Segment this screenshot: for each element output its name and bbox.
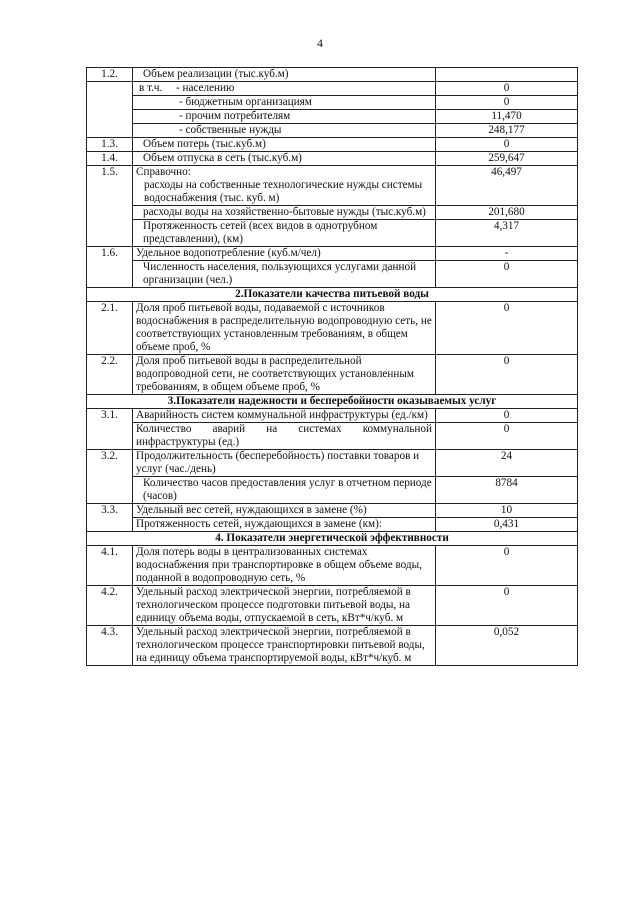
row-name: [133, 166, 436, 206]
row-name: Количество аварий на системах коммунальной инфраструктуры (ед.): [133, 423, 436, 450]
row-name: Протяженность сетей (всех видов в однотрубном представлении), (км): [133, 220, 436, 247]
table-row: [87, 96, 578, 110]
table-row: [87, 261, 578, 288]
table-row: [87, 504, 578, 518]
row-value: -: [436, 247, 578, 261]
row-number: 1.3.: [87, 138, 133, 152]
row-number: 1.6.: [87, 247, 133, 288]
row-name: Удельный вес сетей, нуждающихся в замене (%): [133, 504, 436, 518]
table-row: [87, 138, 578, 152]
row-number: 3.1.: [87, 409, 133, 450]
row-value: 0: [436, 355, 578, 395]
row-name: - прочим потребителям: [133, 110, 436, 124]
row-name: расходы воды на хозяйственно-бытовые нужды (тыс.куб.м): [133, 206, 436, 220]
row-name-prefix: в т.ч.: [139, 82, 163, 94]
table-row: [87, 626, 578, 666]
row-value: 0: [436, 586, 578, 626]
row-name: Доля проб питьевой воды, подаваемой с источников водоснабжения в распределительную водопроводную сеть, не соответствующих установленным требованиям, в общем объеме проб, %: [133, 302, 436, 355]
row-number: 4.3.: [87, 626, 133, 666]
section-title: 2.Показатели качества питьевой воды: [87, 288, 578, 302]
row-value: 11,470: [436, 110, 578, 124]
table-row: [87, 110, 578, 124]
row-name: Количество часов предоставления услуг в отчетном периоде (часов): [133, 477, 436, 504]
section-header: [87, 288, 578, 302]
table-row: [87, 409, 578, 423]
indicators-table: [86, 67, 578, 666]
row-number: 3.3.: [87, 504, 133, 532]
table-row: [87, 302, 578, 355]
row-value: 0: [436, 82, 578, 96]
row-value: 0: [436, 423, 578, 450]
row-value: 0,431: [436, 518, 578, 532]
row-name: Удельный расход электрической энергии, потребляемой в технологическом процессе подготовки питьевой воды, на единицу объема воды, отпускаемой в сеть, кВт*ч/куб. м: [133, 586, 436, 626]
table-row: [87, 518, 578, 532]
row-name: Удельное водопотребление (куб.м/чел): [133, 247, 436, 261]
row-value: 0: [436, 138, 578, 152]
row-name: Аварийность систем коммунальной инфраструктуры (ед./км): [133, 409, 436, 423]
row-name-text: расходы на собственные технологические нужды системы водоснабжения (тыс. куб. м): [144, 179, 423, 204]
row-name: - собственные нужды: [133, 124, 436, 138]
row-value: 24: [436, 450, 578, 477]
row-number: 1.5.: [87, 166, 133, 247]
row-name-text: - населению: [175, 82, 235, 94]
table-row: [87, 206, 578, 220]
row-value: 259,647: [436, 152, 578, 166]
row-name: [133, 82, 436, 96]
row-value: 10: [436, 504, 578, 518]
section-header: [87, 532, 578, 546]
row-value: 4,317: [436, 220, 578, 247]
table-row: [87, 82, 578, 96]
row-value: 201,680: [436, 206, 578, 220]
row-value: 0,052: [436, 626, 578, 666]
row-name: Доля проб питьевой воды в распределительной водопроводной сети, не соответствующих установленным требованиям, в общем объеме проб, %: [133, 355, 436, 395]
row-name: Доля потерь воды в централизованных системах водоснабжения при транспортировке в общем объеме воды, поданной в водопроводную сеть, %: [133, 546, 436, 586]
row-value: 0: [436, 96, 578, 110]
row-value: 248,177: [436, 124, 578, 138]
table-row: [87, 220, 578, 247]
table-row: [87, 546, 578, 586]
row-number: 1.2.: [87, 68, 133, 82]
table-row: [87, 586, 578, 626]
row-name: Продолжительность (бесперебойность) поставки товаров и услуг (час./день): [133, 450, 436, 477]
row-name: Удельный расход электрической энергии, потребляемой в технологическом процессе транспортировки питьевой воды, на единицу объема транспортируемой воды, кВт*ч/куб. м: [133, 626, 436, 666]
row-number: 4.2.: [87, 586, 133, 626]
row-number: 1.4.: [87, 152, 133, 166]
table-row: [87, 477, 578, 504]
page-number: 4: [317, 36, 323, 50]
row-name: Объем реализации (тыс.куб.м): [133, 68, 436, 82]
section-title: 3.Показатели надежности и бесперебойности оказываемых услуг: [87, 395, 578, 409]
row-number: 4.1.: [87, 546, 133, 586]
row-name-heading: Справочно:: [136, 166, 191, 178]
row-value: [436, 68, 578, 82]
table-row: [87, 152, 578, 166]
row-number: 2.2.: [87, 355, 133, 395]
row-value: 0: [436, 302, 578, 355]
row-name: Протяженность сетей, нуждающихся в замене (км):: [133, 518, 436, 532]
row-name: Объем потерь (тыс.куб.м): [133, 138, 436, 152]
row-value: 46,497: [436, 166, 578, 206]
row-name: Объем отпуска в сеть (тыс.куб.м): [133, 152, 436, 166]
table-row: [87, 68, 578, 82]
table-row: [87, 166, 578, 206]
row-value: 0: [436, 409, 578, 423]
row-value: 0: [436, 546, 578, 586]
table-row: [87, 450, 578, 477]
row-number-empty: [87, 82, 133, 138]
section-title: 4. Показатели энергетической эффективности: [87, 532, 578, 546]
row-value: 0: [436, 261, 578, 288]
section-header: [87, 395, 578, 409]
table-row: [87, 423, 578, 450]
row-value: 8784: [436, 477, 578, 504]
table-row: [87, 247, 578, 261]
table-row: [87, 355, 578, 395]
row-number: 2.1.: [87, 302, 133, 355]
row-number: 3.2.: [87, 450, 133, 504]
row-name: Численность населения, пользующихся услугами данной организации (чел.): [133, 261, 436, 288]
table-row: [87, 124, 578, 138]
row-name: - бюджетным организациям: [133, 96, 436, 110]
